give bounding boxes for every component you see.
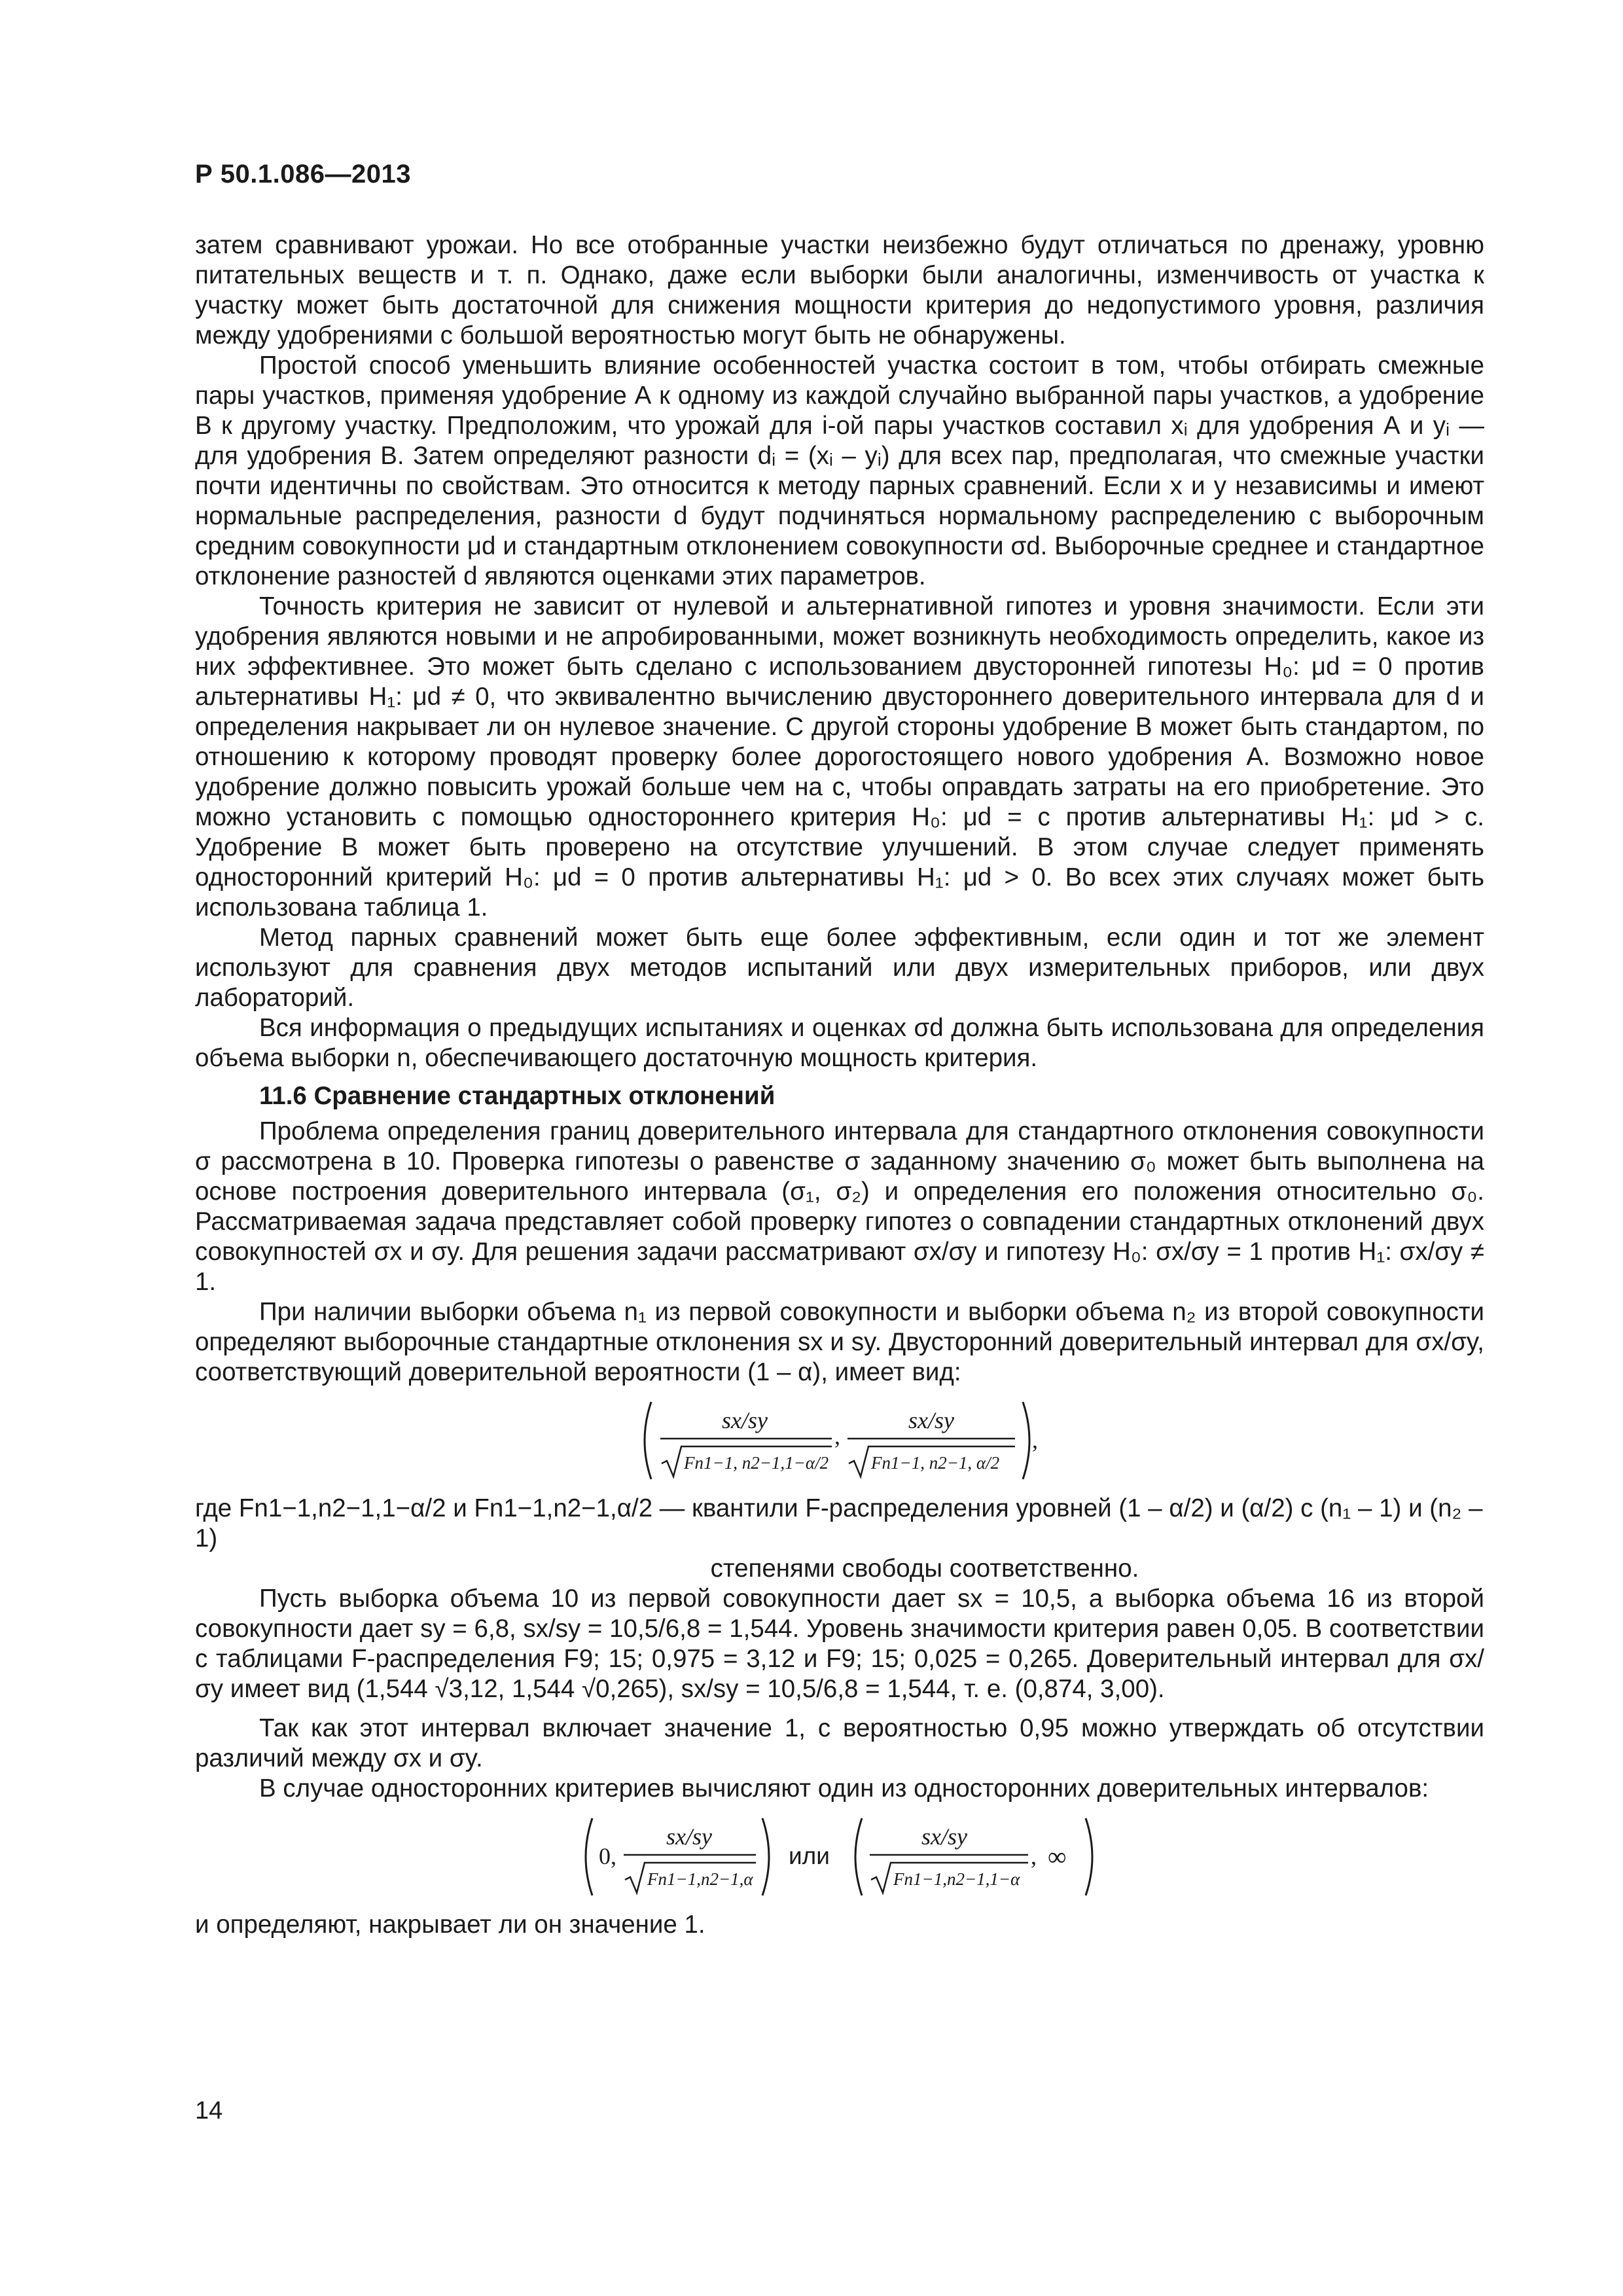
formula-two-sided-interval — [195, 1398, 1484, 1483]
formula-one-sided-intervals — [195, 1814, 1484, 1899]
page-number: 14 — [195, 2097, 223, 2125]
paragraph-2: Простой способ уменьшить влияние особенностей участка состоит в том, чтобы отбирать смежные пары участков, применяя удобрение А к одному из каждой случайно выбранной пары участков, а удобрение В к другому участку. Предположим, что урожай для i-ой пары участков составил xᵢ для удобрения А и yᵢ — для удобрения В. Затем определяют разности dᵢ = (xᵢ – yᵢ) для всех пар, предполагая, что смежные участки почти идентичны по свойствам. Это относится к методу парных сравнений. Если x и y независимы и имеют нормальные распределения, разности d будут подчиняться нормальному распределению с выборочным средним совокупности μd и стандартным отклонением совокупности σd. Выборочные среднее и стандартное отклонение разностей d являются оценками этих параметров. — [195, 351, 1484, 590]
paragraph-8-line-2: степенями свободы соответственно. — [710, 1554, 1139, 1583]
formula-1-denominator-right: Fn1−1, n2−1, α/2 — [871, 1453, 1000, 1473]
formula-1-numerator-left: sx/sy — [722, 1407, 768, 1433]
paragraph-9: Пусть выборка объема 10 из первой совокупности дает sx = 10,5, а выборка объема 16 из второй совокупности дает sy = 6,8, sx/sy = 10,5/6,8 = 1,544. Уровень значимости критерия равен 0,05. В соответствии с таблицами F-распределения F9; 15; 0,975 = 3,12 и F9; 15; 0,025 = 0,265. Доверительный интервал для σx/σy имеет вид (1,544 √3,12, 1,544 √0,265), sx/sy = 10,5/6,8 = 1,544, т. е. (0,874, 3,00). — [195, 1585, 1484, 1703]
section-title: 11.6 Сравнение стандартных отклонений — [259, 1082, 776, 1110]
paragraph-10: Так как этот интервал включает значение 1, с вероятностью 0,95 можно утверждать об отсутствии различий между σx и σy. — [195, 1714, 1484, 1772]
body-text — [195, 230, 1484, 1940]
svg-text:,: , — [1032, 1427, 1038, 1453]
svg-text:,: , — [1031, 1843, 1037, 1869]
formula-2-denominator-right: Fn1−1,n2−1,1−α — [893, 1869, 1020, 1889]
paragraph-5: Вся информация о предыдущих испытаниях и оценках σd должна быть использована для определения объема выборки n, обеспечивающего достаточную мощность критерия. — [195, 1014, 1484, 1072]
paragraph-6: Проблема определения границ доверительного интервала для стандартного отклонения совокупности σ рассмотрена в 10. Проверка гипотезы о равенстве σ заданному значению σ₀ может быть выполнена на основе построения доверительного интервала (σ₁, σ₂) и определения его положения относительно σ₀. Рассматриваемая задача представляет собой проверку гипотез о совпадении стандартных отклонений двух совокупностей σx и σy. Для решения задачи рассматривают σx/σy и гипотезу H₀: σx/σy = 1 против H₁: σx/σy ≠ 1. — [195, 1117, 1484, 1296]
paragraph-11: В случае односторонних критериев вычисляют один из односторонних доверительных интервалов: — [259, 1774, 1429, 1803]
formula-2-or: или — [789, 1842, 830, 1869]
formula-2-numerator-right: sx/sy — [921, 1823, 967, 1850]
paragraph-8-line-1: где Fn1−1,n2−1,1−α/2 и Fn1−1,n2−1,α/2 — квантили F-распределения уровней (1 – α/2) и (α/2) с (n₁ – 1) и (n₂ – 1) — [195, 1494, 1483, 1552]
formula-2-denominator-left: Fn1−1,n2−1,α — [647, 1869, 753, 1889]
paragraph-7: При наличии выборки объема n₁ из первой совокупности и выборки объема n₂ из второй совокупности определяют выборочные стандартные отклонения sx и sy. Двусторонний доверительный интервал для σx/σy, соответствующий доверительной вероятности (1 – α), имеет вид: — [195, 1298, 1484, 1386]
document-code: Р 50.1.086—2013 — [195, 160, 411, 188]
paragraph-3: Точность критерия не зависит от нулевой и альтернативной гипотез и уровня значимости. Если эти удобрения являются новыми и не апробированными, может возникнуть необходимость определить, какое из них эффективнее. Это может быть сделано с использованием двусторонней гипотезы H₀: μd = 0 против альтернативы H₁: μd ≠ 0, что эквивалентно вычислению двустороннего доверительного интервала для d и определения накрывает ли он нулевое значение. С другой стороны удобрение В может быть стандартом, по отношению к которому проводят проверку более дорогостоящего нового удобрения А. Возможно новое удобрение должно повысить урожай больше чем на c, чтобы оправдать затраты на его приобретение. Это можно установить с помощью одностороннего критерия H₀: μd = c против альтернативы H₁: μd > c. Удобрение В может быть проверено на отсутствие улучшений. В этом случае следует применять односторонний критерий H₀: μd = 0 против альтернативы H₁: μd > 0. Во всех этих случаях может быть использована таблица 1. — [195, 592, 1484, 922]
paragraph-12: и определяют, накрывает ли он значение 1. — [195, 1910, 705, 1939]
formula-2-zero: 0, — [599, 1843, 616, 1869]
svg-text:,: , — [834, 1423, 840, 1449]
formula-2-numerator-left: sx/sy — [666, 1823, 712, 1850]
formula-1-numerator-right: sx/sy — [908, 1407, 954, 1433]
paragraph-1: затем сравнивают урожаи. Но все отобранные участки неизбежно будут отличаться по дренажу, уровню питательных веществ и т. п. Однако, даже если выборки были аналогичны, изменчивость от участка к участку может быть достаточной для снижения мощности критерия до недопустимого уровня, различия между удобрениями с большой вероятностью могут быть не обнаружены. — [195, 231, 1484, 350]
paragraph-4: Метод парных сравнений может быть еще более эффективным, если один и тот же элемент используют для сравнения двух методов испытаний или двух измерительных приборов, или двух лабораторий. — [195, 924, 1484, 1012]
formula-2-svg — [578, 1814, 1101, 1899]
formula-2-infinity: ∞ — [1048, 1842, 1067, 1871]
formula-1-denominator-left: Fn1−1, n2−1,1−α/2 — [684, 1453, 829, 1473]
formula-1-svg — [637, 1398, 1043, 1483]
